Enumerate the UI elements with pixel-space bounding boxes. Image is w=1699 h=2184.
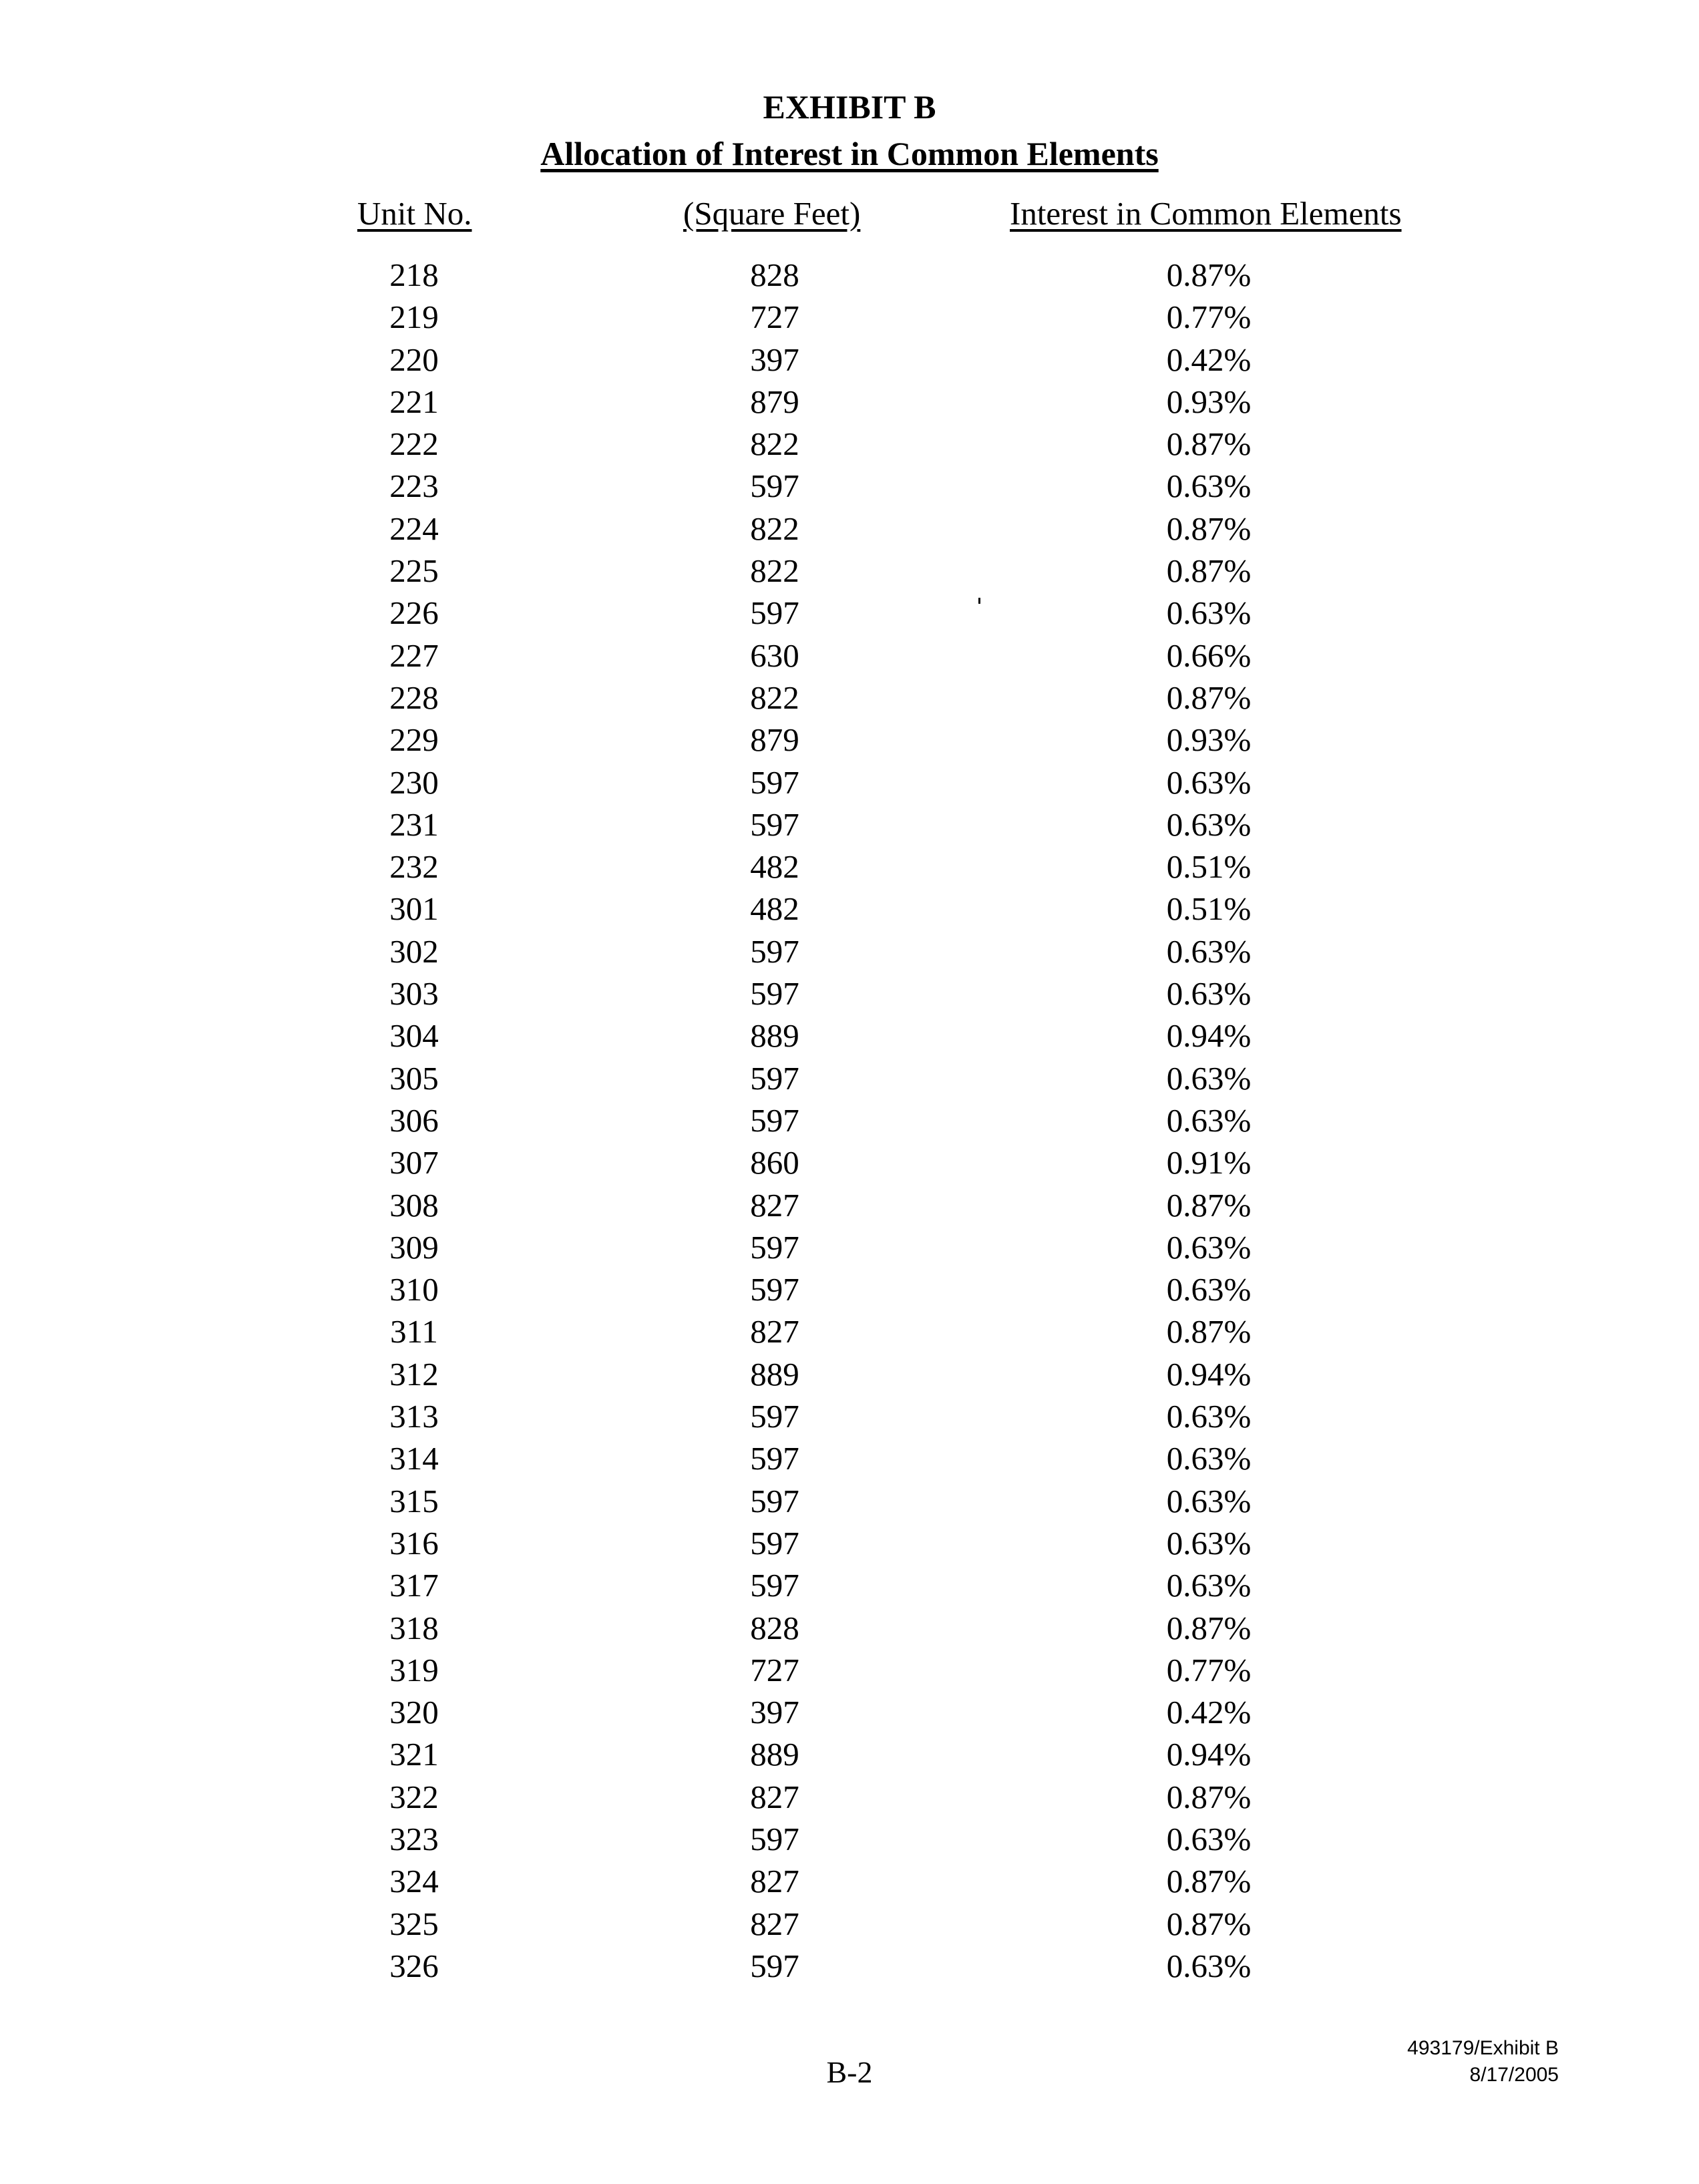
table-row	[0, 1564, 1699, 1606]
unit-cell: 323	[389, 1820, 439, 1857]
interest-cell: 0.63%	[1166, 1524, 1252, 1562]
unit-cell: 228	[389, 679, 439, 716]
table-row	[0, 1226, 1699, 1268]
square-feet-cell: 889	[750, 1017, 799, 1055]
table-row	[0, 1141, 1699, 1184]
table-row	[0, 254, 1699, 296]
table-row	[0, 1480, 1699, 1522]
square-feet-cell: 630	[750, 636, 799, 674]
unit-cell: 223	[389, 468, 439, 505]
table-row	[0, 423, 1699, 465]
unit-cell: 310	[389, 1271, 439, 1308]
unit-cell: 232	[389, 848, 439, 886]
unit-cell: 219	[389, 299, 439, 336]
square-feet-cell: 482	[750, 890, 799, 928]
interest-cell: 0.42%	[1166, 1694, 1252, 1731]
unit-cell: 301	[389, 890, 439, 928]
unit-cell: 306	[389, 1101, 439, 1139]
square-feet-cell: 597	[750, 594, 799, 632]
square-feet-cell: 827	[750, 1186, 799, 1224]
table-row	[0, 1353, 1699, 1395]
square-feet-cell: 597	[750, 1482, 799, 1519]
interest-cell: 0.77%	[1166, 299, 1252, 336]
interest-cell: 0.87%	[1166, 1778, 1252, 1815]
square-feet-cell: 597	[750, 1398, 799, 1435]
interest-cell: 0.63%	[1166, 1228, 1252, 1266]
unit-cell: 317	[389, 1567, 439, 1604]
table-row	[0, 1437, 1699, 1479]
interest-cell: 0.63%	[1166, 1271, 1252, 1308]
footer-doc-ref: 493179/Exhibit B	[1407, 2037, 1559, 2059]
unit-cell: 318	[389, 1609, 439, 1646]
square-feet-cell: 822	[750, 510, 799, 547]
table-row	[0, 381, 1699, 423]
interest-cell: 0.63%	[1166, 975, 1252, 1013]
square-feet-cell: 597	[750, 975, 799, 1013]
table-row	[0, 1860, 1699, 1902]
square-feet-cell: 597	[750, 1101, 799, 1139]
interest-cell: 0.63%	[1166, 594, 1252, 632]
footer-date: 8/17/2005	[1469, 2064, 1559, 2086]
page-number: B-2	[826, 2055, 873, 2089]
table-row	[0, 1184, 1699, 1226]
table-row	[0, 465, 1699, 507]
footer-reference	[1407, 2035, 1559, 2088]
unit-cell: 325	[389, 1905, 439, 1942]
unit-cell: 314	[389, 1440, 439, 1477]
interest-cell: 0.51%	[1166, 848, 1252, 886]
unit-cell: 302	[389, 932, 439, 970]
table-row	[0, 1945, 1699, 1987]
unit-cell: 326	[389, 1947, 439, 1984]
square-feet-cell: 827	[750, 1863, 799, 1900]
interest-cell: 0.87%	[1166, 552, 1252, 590]
unit-cell: 309	[389, 1228, 439, 1266]
interest-cell: 0.63%	[1166, 805, 1252, 843]
table-row	[0, 1268, 1699, 1310]
interest-cell: 0.94%	[1166, 1017, 1252, 1055]
table-row	[0, 1395, 1699, 1437]
square-feet-cell: 727	[750, 1651, 799, 1688]
table-row	[0, 677, 1699, 719]
square-feet-cell: 597	[750, 1820, 799, 1857]
interest-cell: 0.87%	[1166, 679, 1252, 716]
table-row	[0, 550, 1699, 592]
interest-cell: 0.87%	[1166, 1863, 1252, 1900]
table-row	[0, 1733, 1699, 1775]
unit-cell: 316	[389, 1524, 439, 1562]
interest-cell: 0.93%	[1166, 721, 1252, 759]
unit-cell: 221	[389, 383, 439, 420]
interest-cell: 0.63%	[1166, 1101, 1252, 1139]
exhibit-subtitle-wrapper	[0, 134, 1699, 174]
table-row	[0, 1691, 1699, 1733]
table-row	[0, 719, 1699, 761]
table-row	[0, 761, 1699, 803]
interest-cell: 0.87%	[1166, 510, 1252, 547]
interest-cell: 0.63%	[1166, 1398, 1252, 1435]
interest-cell: 0.87%	[1166, 1186, 1252, 1224]
square-feet-cell: 822	[750, 552, 799, 590]
unit-cell: 231	[389, 805, 439, 843]
square-feet-cell: 827	[750, 1778, 799, 1815]
interest-cell: 0.87%	[1166, 1905, 1252, 1942]
interest-cell: 0.63%	[1166, 468, 1252, 505]
table-row	[0, 1776, 1699, 1818]
unit-cell: 311	[390, 1313, 438, 1350]
square-feet-cell: 879	[750, 721, 799, 759]
square-feet-cell: 597	[750, 1440, 799, 1477]
unit-cell: 224	[389, 510, 439, 547]
square-feet-cell: 597	[750, 468, 799, 505]
exhibit-title: EXHIBIT B	[763, 88, 936, 126]
interest-cell: 0.94%	[1166, 1355, 1252, 1393]
square-feet-cell: 597	[750, 1271, 799, 1308]
table-row	[0, 592, 1699, 634]
table-row	[0, 1099, 1699, 1141]
table-row	[0, 972, 1699, 1015]
unit-cell: 303	[389, 975, 439, 1013]
table-row	[0, 508, 1699, 550]
square-feet-cell: 597	[750, 1228, 799, 1266]
square-feet-cell: 727	[750, 299, 799, 336]
unit-cell: 324	[389, 1863, 439, 1900]
interest-cell: 0.63%	[1166, 1820, 1252, 1857]
interest-cell: 0.63%	[1166, 1567, 1252, 1604]
table-row	[0, 1649, 1699, 1691]
unit-cell: 308	[389, 1186, 439, 1224]
square-feet-cell: 597	[750, 763, 799, 801]
unit-cell: 320	[389, 1694, 439, 1731]
unit-cell: 230	[389, 763, 439, 801]
unit-cell: 305	[389, 1059, 439, 1097]
table-row	[0, 1057, 1699, 1099]
unit-cell: 315	[389, 1482, 439, 1519]
unit-cell: 222	[389, 425, 439, 463]
square-feet-cell: 827	[750, 1905, 799, 1942]
square-feet-cell: 889	[750, 1355, 799, 1393]
interest-cell: 0.63%	[1166, 1440, 1252, 1477]
table-row	[0, 1015, 1699, 1057]
interest-cell: 0.87%	[1166, 256, 1252, 293]
square-feet-cell: 889	[750, 1736, 799, 1773]
table-row	[0, 634, 1699, 677]
unit-cell: 319	[389, 1651, 439, 1688]
table-row	[0, 1818, 1699, 1860]
square-feet-cell: 597	[750, 1567, 799, 1604]
interest-cell: 0.63%	[1166, 763, 1252, 801]
square-feet-cell: 597	[750, 1524, 799, 1562]
square-feet-cell: 397	[750, 341, 799, 378]
column-header-unit: Unit No.	[357, 195, 472, 232]
table-row	[0, 1522, 1699, 1564]
interest-cell: 0.42%	[1166, 341, 1252, 378]
square-feet-cell: 827	[750, 1313, 799, 1350]
square-feet-cell: 597	[750, 932, 799, 970]
column-header-square-feet: (Square Feet)	[683, 195, 861, 232]
table-row	[0, 1310, 1699, 1352]
unit-cell: 229	[389, 721, 439, 759]
stray-scan-mark	[978, 598, 980, 604]
table-row	[0, 1903, 1699, 1945]
square-feet-cell: 828	[750, 1609, 799, 1646]
interest-cell: 0.63%	[1166, 932, 1252, 970]
unit-cell: 225	[389, 552, 439, 590]
interest-cell: 0.87%	[1166, 425, 1252, 463]
table-row	[0, 846, 1699, 888]
unit-cell: 218	[389, 256, 439, 293]
square-feet-cell: 822	[750, 679, 799, 716]
interest-cell: 0.77%	[1166, 1651, 1252, 1688]
square-feet-cell: 597	[750, 1059, 799, 1097]
unit-cell: 220	[389, 341, 439, 378]
unit-cell: 307	[389, 1144, 439, 1181]
square-feet-cell: 482	[750, 848, 799, 886]
table-row	[0, 1607, 1699, 1649]
interest-cell: 0.63%	[1166, 1482, 1252, 1519]
interest-cell: 0.87%	[1166, 1313, 1252, 1350]
table-row	[0, 296, 1699, 338]
interest-cell: 0.66%	[1166, 636, 1252, 674]
square-feet-cell: 879	[750, 383, 799, 420]
unit-cell: 313	[389, 1398, 439, 1435]
interest-cell: 0.51%	[1166, 890, 1252, 928]
table-row	[0, 803, 1699, 846]
interest-cell: 0.91%	[1166, 1144, 1252, 1181]
table-row	[0, 339, 1699, 381]
exhibit-subtitle: Allocation of Interest in Common Elements	[540, 135, 1159, 172]
unit-cell: 226	[389, 594, 439, 632]
column-header-interest: Interest in Common Elements	[1010, 195, 1402, 232]
unit-cell: 321	[389, 1736, 439, 1773]
square-feet-cell: 597	[750, 1947, 799, 1984]
interest-cell: 0.94%	[1166, 1736, 1252, 1773]
unit-cell: 304	[389, 1017, 439, 1055]
square-feet-cell: 822	[750, 425, 799, 463]
unit-cell: 312	[389, 1355, 439, 1393]
unit-cell: 322	[389, 1778, 439, 1815]
square-feet-cell: 397	[750, 1694, 799, 1731]
interest-cell: 0.93%	[1166, 383, 1252, 420]
allocation-table	[0, 254, 1699, 1987]
interest-cell: 0.87%	[1166, 1609, 1252, 1646]
square-feet-cell: 860	[750, 1144, 799, 1181]
interest-cell: 0.63%	[1166, 1947, 1252, 1984]
interest-cell: 0.63%	[1166, 1059, 1252, 1097]
square-feet-cell: 597	[750, 805, 799, 843]
square-feet-cell: 828	[750, 256, 799, 293]
unit-cell: 227	[389, 636, 439, 674]
table-row	[0, 888, 1699, 930]
table-row	[0, 930, 1699, 972]
